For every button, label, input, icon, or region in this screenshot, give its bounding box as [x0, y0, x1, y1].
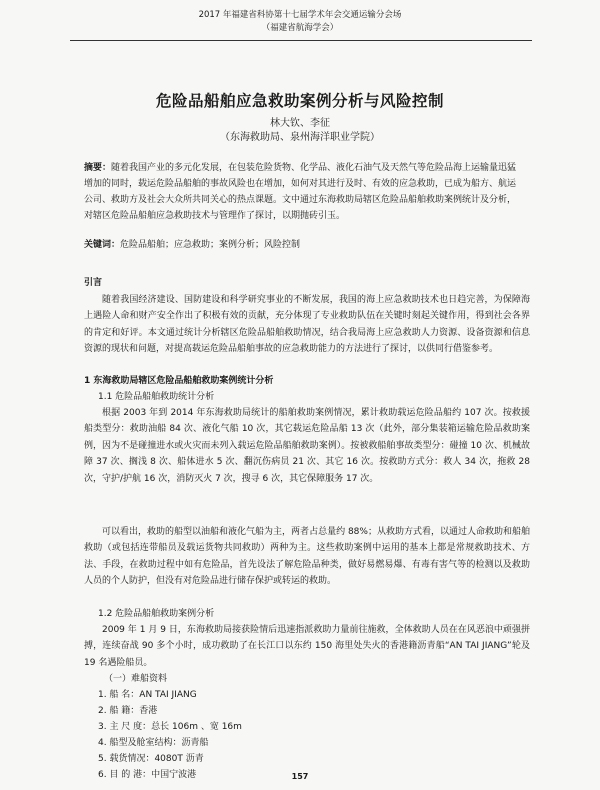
section1-1-heading: 1.1 危险品船舶救助统计分析 — [98, 392, 215, 402]
keywords — [84, 237, 524, 253]
ship-info-item: 4. 船型及舱室结构：沥青船 — [98, 738, 209, 748]
keywords-text: 危险品船舶；应急救助；案例分析；风险控制 — [120, 240, 301, 250]
section1-1-paragraph2: 可以看出，救助的船型以油船和液化气船为主，两者占总量约 88%；从救助方式看，以通过人命救助和船舶救助（或包括连带船员及载运货物共同救助）两种为主。这些救助案例中运用的基本上都是常规救助技术、方法、手段，在救助过程中如有危险品，首先设法了解危险品种类，做好易燃易爆、有毒有害气等的检测以及救助人员的个人防护，但没有对危险品进行储存保护或转运的救助。 — [84, 527, 530, 587]
intro-paragraph: 随着我国经济建设、国防建设和科学研究事业的不断发展，我国的海上应急救助技术也日趋完善，为保障海上遇险人命和财产安全作出了积极有效的贡献，充分体现了专业救助队伍在关键时刻起关键作用，得到社会各界的肯定和好评。本文通过统计分析辖区危险品船舶救助情况，结合我局海上应急救助人力资源、设备资源和信息资源的现状和问题，对提高载运危险品船舶事故的应急救助能力的方法进行了探讨，以供同行借鉴参考。 — [84, 295, 530, 355]
ship-info-item: 3. 主 尺 度：总长 106m 、宽 16m — [98, 722, 242, 732]
keywords-label: 关键词： — [84, 240, 121, 250]
section1-heading: 1 东海救助局辖区危险品船舶救助案例统计分析 — [84, 376, 274, 386]
ship-info-heading: （一）难船资料 — [104, 674, 168, 684]
affiliation: （东海救助局、泉州海洋职业学院） — [220, 132, 380, 143]
authors: 林大钦、李征 — [270, 118, 330, 129]
ship-info-item: 5. 载货情况：4080T 沥青 — [98, 754, 204, 764]
abstract-text: 随着我国产业的多元化发展，在包装危险货物、化学品、液化石油气及天然气等危险品海上运输量迅猛增加的同时，载运危险品船舶的事故风险也在增加，如何对其进行及时、有效的应急救助，已成为船方、航运公司、救助方及社会大众所共同关心的热点课题。文中通过东海救助局辖区危险品船舶救助案例统计及分析，对辖区危险品船舶应急救助技术与管理作了探讨，以期抛砖引玉。 — [84, 163, 517, 221]
section1-2-heading: 1.2 危险品船舶救助案例分析 — [98, 609, 215, 619]
paper-title: 危险品船舶应急救助案例分析与风险控制 — [155, 92, 444, 110]
ship-info-item: 2. 船 籍：香港 — [98, 706, 158, 716]
ship-info-item: 1. 船 名：AN TAI JIANG — [98, 690, 197, 700]
section1-2-paragraph: 2009 年 1 月 9 日，东海救助局接获险情后迅速指派救助力量前往施救，全体救助人员在在风恶浪中顽强拼搏，连续奋战 90 多个小时，成功救助了在长江口以东约 150 海里处失火的香港籍沥青船“AN TAI JIANG”轮及 19 名遇险船员。 — [84, 625, 530, 668]
abstract-label: 摘要： — [84, 163, 112, 173]
abstract — [84, 160, 524, 224]
running-head-line1: 2017 年福建省科协第十七届学术年会交通运输分会场 — [198, 10, 402, 20]
section1-1-paragraph1: 根据 2003 年到 2014 年东海救助局统计的船舶救助案例情况，累计救助载运危险品船约 107 次。按救援船类型分：救助油船 84 次、液化气船 10 次，其它载运危险品船 13 次（此外，部分集装箱运输危险品救助案例，因为不是碰撞进水或火灾而未列入载运危险品船舶救助案例）。按被救船舶事故类型分：碰撞 10 次、机械故障 37 次、搁浅 8 次、船体进水 5 次、翻沉伤病员 21 次、其它 16 次。按救助方式分：救人 34 次，拖救 28 次，守护/护航 16 次，消防灭火 7 次，搜寻 6 次，其它保障服务 17 次。 — [84, 408, 530, 484]
ship-info-item: 6. 目 的 港：中国宁波港 — [98, 770, 197, 780]
page-number: 157 — [291, 772, 309, 781]
header-rule — [70, 40, 532, 41]
running-head-line2: （福建省航海学会） — [261, 23, 339, 33]
intro-heading: 引言 — [84, 278, 103, 288]
